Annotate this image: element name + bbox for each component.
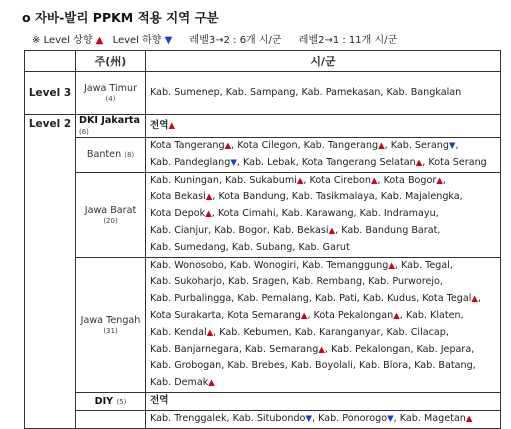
city-text: , Kota Bogor	[377, 174, 437, 186]
city-text: , Kota Cilegon, Kab. Tangerang	[231, 140, 379, 151]
triangle-up-icon: ▲	[205, 192, 213, 203]
province-name: DIY	[94, 395, 114, 407]
triangle-up-icon: ▲	[168, 120, 176, 131]
triangle-up-icon: ▲	[205, 209, 212, 220]
table-row	[25, 257, 501, 392]
province-count: (31)	[103, 326, 118, 335]
city-line	[150, 240, 497, 257]
region-table	[24, 50, 501, 429]
city-text: 전역	[150, 394, 169, 406]
legend-change-3-to-2: 레벨3→2 : 6개 시/군	[189, 35, 282, 46]
city-text: Kab. Trenggalek, Kab. Situbondo	[150, 412, 306, 424]
triangle-up-icon: ▲	[300, 310, 308, 321]
city-text: Kota Surakarta, Kota Semarang	[150, 309, 301, 321]
legend-level-down: Level 하향	[112, 35, 162, 46]
city-text: , Kab. Serang	[384, 140, 449, 151]
province-count: (20)	[103, 216, 118, 225]
city-line	[150, 223, 497, 240]
city-text: Kab. Banjarnegara, Kab. Semarang	[150, 343, 319, 355]
city-text: , Kab. Ponorogo	[311, 412, 388, 424]
province-cell	[76, 172, 146, 257]
city-line	[150, 274, 497, 291]
city-text: , Kota Serang	[422, 156, 487, 168]
triangle-down-icon: ▼	[448, 141, 456, 151]
city-line	[150, 173, 497, 190]
province-cell	[76, 410, 146, 428]
city-text: , Kab. Magetan	[393, 412, 466, 424]
province-name: Banten	[86, 149, 122, 161]
city-line	[150, 138, 497, 155]
triangle-up-icon: ▲	[436, 175, 443, 186]
header-level	[25, 51, 76, 72]
province-count: (8)	[124, 151, 135, 160]
triangle-down-icon: ▼	[305, 413, 312, 424]
triangle-up-icon: ▲	[378, 141, 385, 151]
triangle-up-icon: ▲	[224, 141, 232, 151]
city-text: , Kab. Tegal,	[394, 259, 453, 271]
heading-bullet: o	[22, 10, 31, 25]
city-text: , Kota Cirebon	[303, 174, 371, 186]
city-text: Kab. Kendal	[150, 326, 207, 338]
triangle-down-icon: ▼	[164, 35, 173, 46]
city-text: ,	[477, 293, 481, 305]
table-header-row	[25, 51, 501, 72]
triangle-up-icon: ▲	[415, 157, 423, 168]
city-text: Kota Tangerang	[150, 140, 225, 151]
city-line	[150, 85, 497, 102]
city-text: , Kab. Lebak, Kota Tangerang Selatan	[236, 156, 416, 168]
city-line	[150, 155, 497, 172]
province-cell	[76, 115, 146, 138]
city-line	[150, 393, 497, 410]
triangle-up-icon: ▲	[95, 35, 104, 46]
triangle-up-icon: ▲	[388, 260, 395, 271]
legend-change-2-to-1: 레벨2→1 : 11개 시/군	[298, 35, 398, 46]
triangle-up-icon: ▲	[206, 327, 214, 338]
city-text: Kab. Wonosobo, Kab. Wonogiri, Kab. Temanggung	[150, 259, 389, 271]
table-row	[25, 392, 501, 410]
city-text: Kota Depok	[150, 208, 206, 220]
city-text: Kab. Demak	[150, 377, 209, 389]
cities-cell	[146, 172, 501, 257]
level-label: Level 3	[25, 72, 76, 115]
province-cell	[76, 392, 146, 410]
province-cell	[76, 138, 146, 173]
triangle-up-icon: ▲	[465, 413, 473, 424]
level-label: Level 2	[25, 115, 76, 429]
city-line	[150, 291, 497, 308]
city-line	[150, 118, 497, 135]
city-line	[150, 206, 497, 223]
city-text: Kab. Sumedang, Kab. Subang, Kab. Garut	[150, 241, 350, 253]
city-text: Kab. Sumenep, Kab. Sampang, Kab. Pamekasan, Kab. Bangkalan	[150, 86, 462, 98]
province-name: Jawa Barat	[84, 204, 137, 216]
legend-level-up: Level 상향	[43, 35, 93, 46]
city-text: 전역	[150, 119, 169, 131]
city-text: ,	[455, 140, 459, 151]
cities-cell	[146, 138, 501, 173]
city-text: , Kab. Pekalongan, Kab. Jepara,	[324, 343, 475, 355]
table-row	[25, 72, 501, 115]
triangle-up-icon: ▲	[296, 175, 304, 186]
city-line	[150, 325, 497, 342]
table-row	[25, 410, 501, 428]
city-text: , Kota Cimahi, Kab. Karawang, Kab. Indramayu,	[211, 208, 439, 220]
heading-text: 자바-발리 PPKM 적용 지역 구분	[34, 10, 219, 25]
province-name: Jawa Tengah	[80, 314, 141, 326]
city-text: , Kab. Klaten,	[399, 309, 464, 321]
city-text: , Kab. Kebumen, Kab. Karanganyar, Kab. Cilacap,	[213, 326, 449, 338]
cities-cell	[146, 257, 501, 392]
city-text: Kab. Cianjur, Kab. Bogor, Kab. Bekasi	[150, 224, 329, 236]
city-line	[150, 258, 497, 275]
city-line	[150, 308, 497, 325]
city-line	[150, 411, 497, 428]
header-cities: 시/군	[146, 51, 501, 72]
table-row	[25, 138, 501, 173]
city-text: , Kab. Bandung Barat,	[335, 224, 441, 236]
triangle-down-icon: ▼	[387, 413, 394, 424]
table-row	[25, 172, 501, 257]
province-count: (6)	[79, 128, 89, 136]
legend-mark: ※	[32, 35, 41, 46]
city-text: Kab. Purbalingga, Kab. Pemalang, Kab. Pati, Kab. Kudus, Kota Tegal	[150, 293, 472, 305]
triangle-up-icon: ▲	[393, 310, 400, 321]
province-name: Jawa Timur	[83, 83, 138, 94]
cities-cell	[146, 410, 501, 428]
city-line	[150, 375, 497, 392]
city-text: Kab. Pandeglang	[150, 156, 231, 168]
triangle-up-icon: ▲	[328, 225, 336, 236]
header-province: 주(州)	[76, 51, 146, 72]
cities-cell	[146, 115, 501, 138]
province-name: DKI Jakarta	[79, 115, 140, 126]
city-text: ,	[442, 174, 446, 186]
city-line	[150, 358, 497, 375]
city-text: Kab. Sukoharjo, Kab. Sragen, Kab. Rembang, Kab. Purworejo,	[150, 276, 443, 288]
city-line	[150, 342, 497, 359]
triangle-up-icon: ▲	[370, 175, 378, 186]
city-text: , Kota Bandung, Kab. Tasikmalaya, Kab. Majalengka,	[212, 191, 463, 203]
triangle-up-icon: ▲	[471, 294, 478, 305]
province-cell	[76, 72, 146, 115]
section-heading	[22, 8, 219, 26]
city-text: Kab. Grobogan, Kab. Brebes, Kab. Boyolali, Kab. Blora, Kab. Batang,	[150, 360, 476, 372]
table-row	[25, 115, 501, 138]
triangle-up-icon: ▲	[208, 378, 215, 389]
province-count: (5)	[116, 397, 127, 406]
cities-cell	[146, 392, 501, 410]
city-text: , Kota Pekalongan	[307, 309, 394, 321]
city-text: Kab. Kuningan, Kab. Sukabumi	[150, 174, 297, 186]
triangle-up-icon: ▲	[318, 344, 325, 355]
city-line	[150, 189, 497, 206]
legend-line	[32, 31, 397, 46]
triangle-down-icon: ▼	[230, 157, 237, 168]
city-text: Kota Bekasi	[150, 191, 206, 203]
province-count: (4)	[105, 95, 116, 103]
cities-cell	[146, 72, 501, 115]
province-cell	[76, 257, 146, 392]
